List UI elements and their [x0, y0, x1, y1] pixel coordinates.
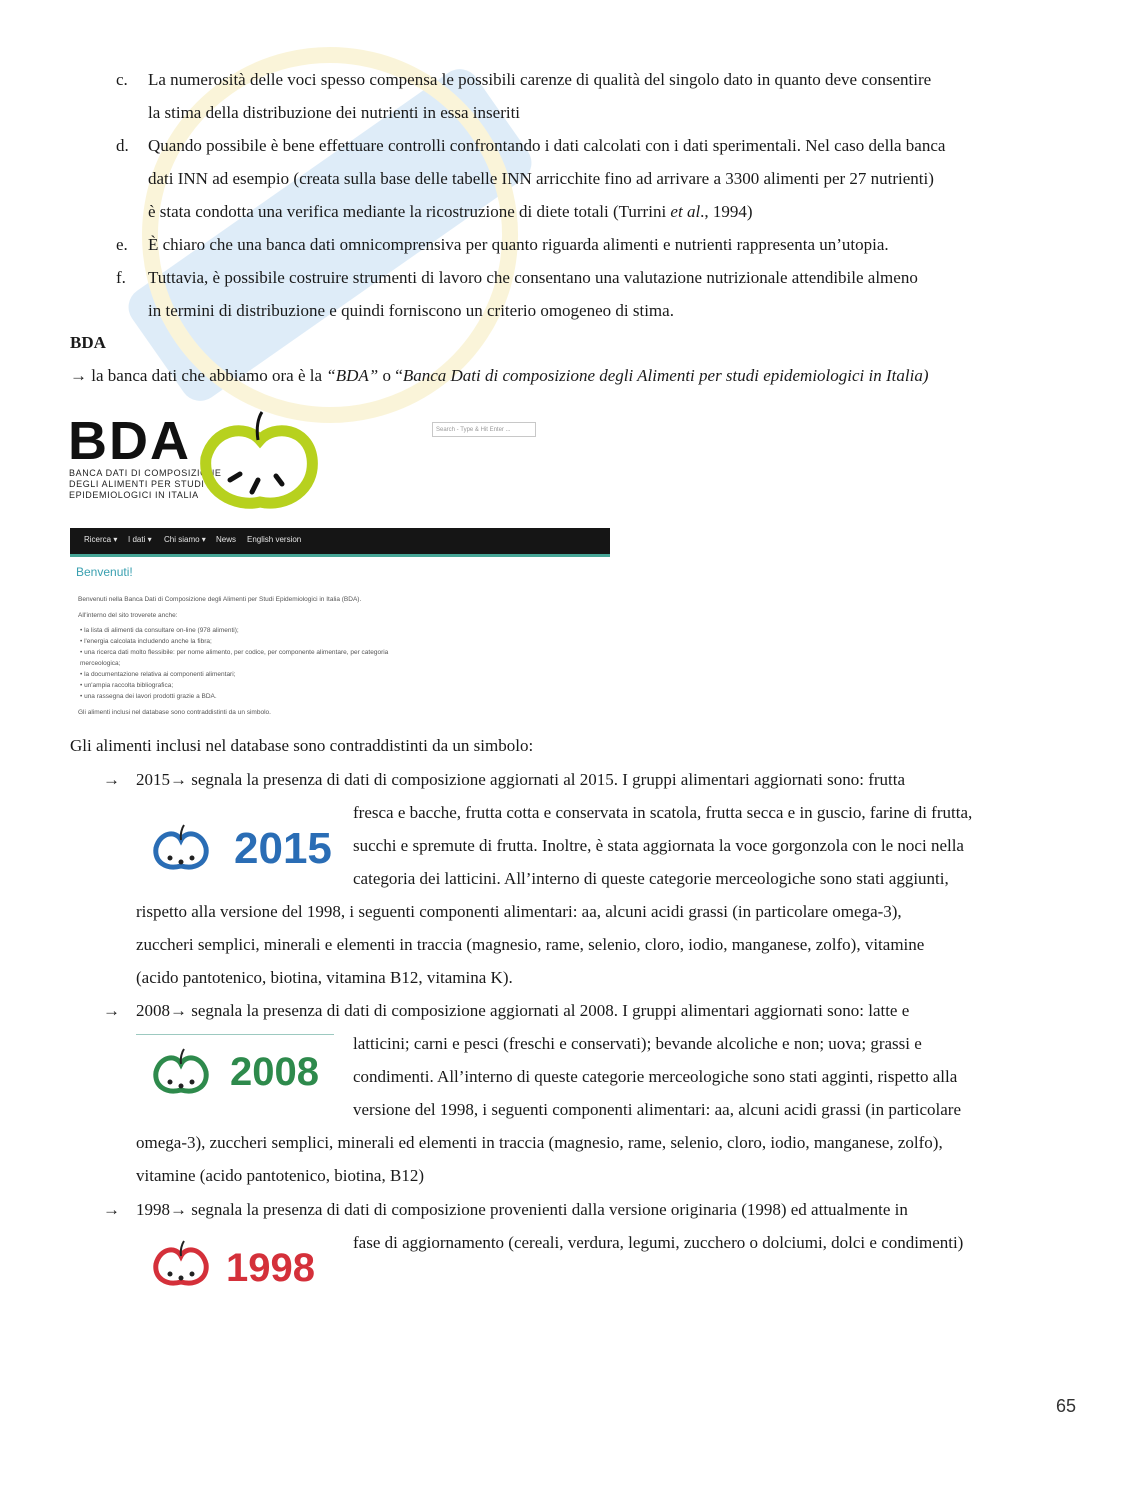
list-item-f-line-2: in termini di distribuzione e quindi forniscono un criterio omogeneo di stima.	[148, 301, 674, 320]
list-letter-e: e.	[116, 235, 128, 254]
arrow-bullet-1998: →	[103, 1200, 120, 1219]
list-item-f-line-1: Tuttavia, è possibile costruire strumenti di lavoro che consentano una valutazione nutrizionale attendibile almeno	[148, 268, 918, 287]
bda-site-logo	[68, 410, 318, 510]
list-item-d-line-1: Quando possibile è bene effettuare controlli confrontando i dati calcolati con i dati sperimentali. Nel caso della banca	[148, 136, 946, 155]
entry-2015-wrap-line: categoria dei latticini. All’interno di queste categorie merceologiche sono stati aggiunti,	[353, 869, 949, 888]
arrow-bullet-2008: →	[103, 1001, 120, 1020]
entry-2015-full-line: zuccheri semplici, minerali e elementi in traccia (magnesio, rame, selenio, cloro, iodio, manganese, zolfo), vitamine	[136, 935, 925, 954]
list-letter-d: d.	[116, 136, 129, 155]
page-number: 65	[1056, 1396, 1077, 1416]
entry-1998-line-1: 1998→ segnala la presenza di dati di composizione provenienti dalla versione originaria (1998) ed attualmente in	[136, 1200, 908, 1219]
entry-2015-line-1: 2015→ segnala la presenza di dati di composizione aggiornati al 2015. I gruppi alimentari aggiornati sono: frutta	[136, 770, 906, 789]
list-item-d-line-3: è stata condotta una verifica mediante la ricostruzione di diete totali (Turrini et al., 1994)	[148, 202, 753, 221]
site-footer-text: Gli alimenti inclusi nel database sono contraddistinti da un simbolo.	[78, 709, 271, 716]
site-bullet: • una ricerca dati molto flessibile: per nome alimento, per codice, per componente alimentare, per categoria	[80, 649, 389, 656]
entry-1998-wrap-line: fase di aggiornamento (cereali, verdura, legumi, zucchero o dolciumi, dolci e condimenti)	[353, 1233, 964, 1252]
entry-2008-full-line: vitamine (acido pantotenico, biotina, B12)	[136, 1166, 424, 1185]
entry-2008-wrap-line: condimenti. All’interno di queste categorie merceologiche sono stati agginti, rispetto alla	[353, 1067, 958, 1086]
site-navbar	[70, 528, 610, 557]
list-item-c-line-2: la stima della distribuzione dei nutrienti in essa inseriti	[148, 103, 521, 122]
site-welcome-heading: Benvenuti!	[76, 565, 133, 579]
site-inside-text: All'interno del sito troverete anche:	[78, 612, 178, 619]
apple-2008-icon	[150, 1048, 212, 1098]
site-bullet: • la documentazione relativa ai componenti alimentari;	[80, 671, 236, 678]
site-search-input[interactable]: Search - Type & Hit Enter ...	[432, 422, 536, 437]
entry-2015-wrap-line: succhi e spremute di frutta. Inoltre, è stata aggiornata la voce gorgonzola con le noci nella	[353, 836, 964, 855]
list-letter-f: f.	[116, 268, 126, 287]
symbols-intro: Gli alimenti inclusi nel database sono contraddistinti da un simbolo:	[70, 736, 534, 755]
apple-2015-icon	[150, 824, 212, 874]
site-intro-text: Benvenuti nella Banca Dati di Composizione degli Alimenti per Studi Epidemiologici in Italia (BDA).	[78, 596, 362, 603]
apple-1998-icon	[150, 1240, 212, 1290]
nav-item-news[interactable]: News	[216, 535, 237, 544]
nav-item-chi-siamo[interactable]: Chi siamo ▾	[164, 535, 206, 544]
entry-2008-wrap-line: latticini; carni e pesci (freschi e conservati); bevande alcoliche e non; uova; grassi e	[353, 1034, 922, 1053]
nav-item-ricerca[interactable]: Ricerca ▾	[84, 535, 118, 544]
entry-2015-full-line: rispetto alla versione del 1998, i seguenti componenti alimentari: aa, alcuni acidi grassi (in particolare omega-3),	[136, 902, 902, 921]
apple-logo-icon	[196, 410, 318, 510]
list-letter-c: c.	[116, 70, 128, 89]
badge-2008	[150, 1046, 330, 1102]
site-bullet: • la lista di alimenti da consultare on-line (978 alimenti);	[80, 627, 239, 634]
nav-item-i-dati[interactable]: I dati ▾	[128, 535, 152, 544]
nav-item-english-version[interactable]: English version	[247, 535, 302, 544]
bda-intro-line: → la banca dati che abbiamo ora è la “BDA” o “Banca Dati di composizione degli Alimenti per studi epidemiologici in Italia)	[70, 366, 929, 385]
badge-year-1998: 1998	[226, 1246, 315, 1290]
entry-2008-wrap-line: versione del 1998, i seguenti componenti alimentari: aa, alcuni acidi grassi (in particolare	[353, 1100, 962, 1119]
entry-2008-full-line: omega-3), zuccheri semplici, minerali ed elementi in traccia (magnesio, rame, selenio, cloro, iodio, manganese, zolfo),	[136, 1133, 943, 1152]
badge-2015	[150, 818, 330, 880]
entry-2008-line-1: 2008→ segnala la presenza di dati di composizione aggiornati al 2008. I gruppi alimentari aggiornati sono: latte e	[136, 1001, 910, 1020]
site-bullet: • l'energia calcolata includendo anche la fibra;	[80, 638, 212, 645]
bda-logo-subtitle: BANCA DATI DI COMPOSIZIONE DEGLI ALIMENTI PER STUDI EPIDEMIOLOGICI IN ITALIA	[69, 468, 222, 500]
badge-2008-rule	[136, 1034, 334, 1035]
site-bullet: • una rassegna dei lavori prodotti grazie a BDA.	[80, 693, 217, 700]
badge-year-2008: 2008	[230, 1050, 319, 1094]
section-heading-bda: BDA	[70, 333, 106, 352]
list-item-e-line-1: È chiaro che una banca dati omnicomprensiva per quanto riguarda alimenti e nutrienti rappresenta un’utopia.	[148, 235, 889, 254]
list-item-d-line-2: dati INN ad esempio (creata sulla base delle tabelle INN arricchite fino ad arrivare a 3300 alimenti per 27 nutrienti)	[148, 169, 934, 188]
bda-logo-text: BDA	[68, 411, 191, 471]
entry-2015-wrap-line: fresca e bacche, frutta cotta e conservata in scatola, frutta secca e in guscio, farine di frutta,	[353, 803, 973, 822]
site-bullet: • un'ampia raccolta bibliografica;	[80, 682, 174, 689]
badge-year-2015: 2015	[234, 824, 332, 873]
badge-1998	[150, 1238, 330, 1298]
arrow-bullet-2015: →	[103, 770, 120, 789]
site-bullet: merceologica;	[80, 660, 121, 667]
entry-2015-full-line: (acido pantotenico, biotina, vitamina B12, vitamina K).	[136, 968, 513, 987]
list-item-c-line-1: La numerosità delle voci spesso compensa le possibili carenze di qualità del singolo dato in quanto deve consentire	[148, 70, 932, 89]
